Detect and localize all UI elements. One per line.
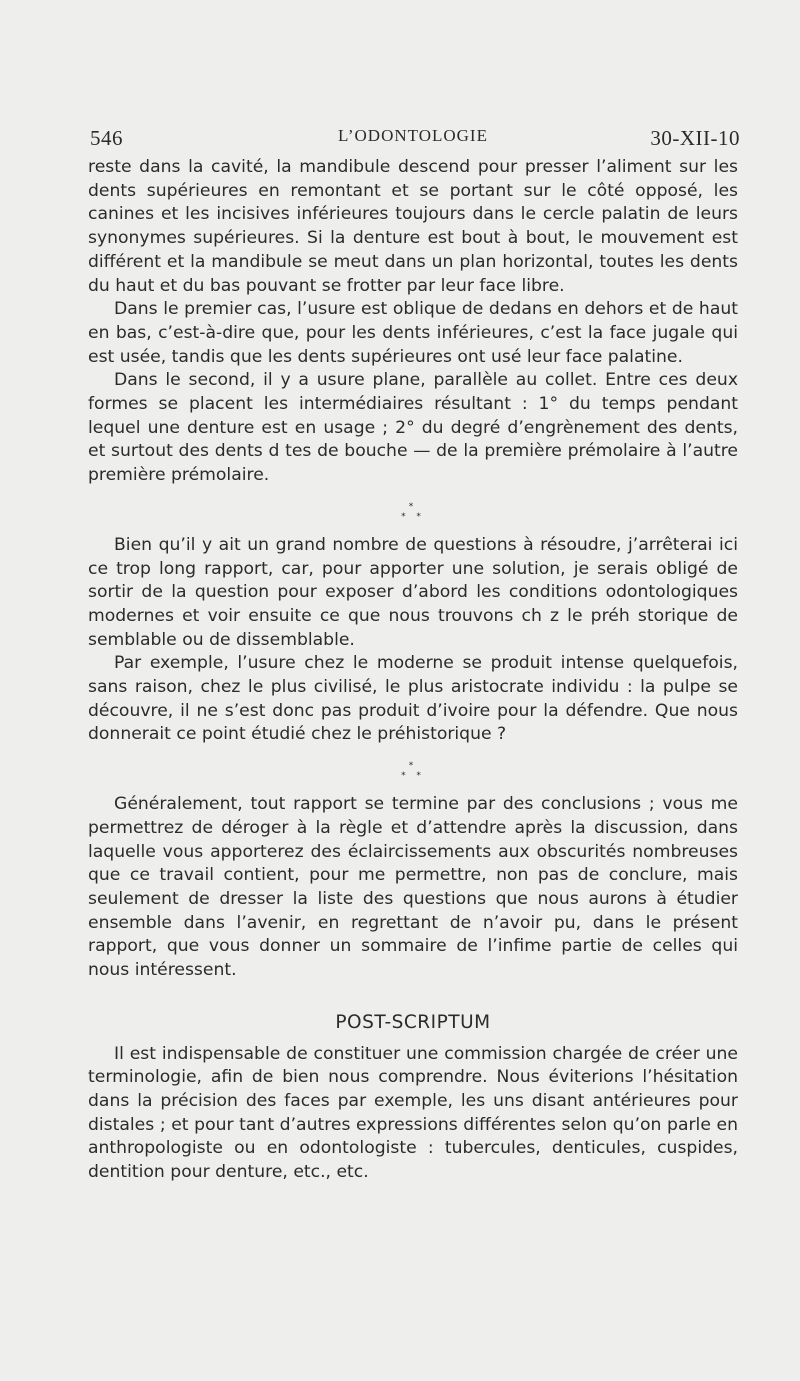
paragraph-3: Dans le second, il y a usure plane, parallèle au collet. Entre ces deux formes se placent les intermédiaires résultant : 1° du temps pendant lequel une denture est en usage ; 2° du degré d’engrènement des dents, et surtout des dents d tes de bouche — de la première prémolaire à l’autre première prémolaire. (88, 370, 738, 486)
journal-title: L’ODONTOLOGIE (338, 126, 488, 145)
separator-star-top: * (408, 501, 418, 512)
issue-date: 30-XII-10 (650, 126, 740, 150)
page-header (88, 126, 738, 148)
paragraph-2: Dans le premier cas, l’usure est oblique de dedans en dehors et de haut en bas, c’est-à-dire que, pour les dents inférieures, c’est la face jugale qui est usée, tandis que les dents supérieures ont usé leur face palatine. (88, 299, 738, 367)
paragraph-6: Généralement, tout rapport se termine par des conclusions ; vous me permettrez de déroger à la règle et d’attendre après la discussion, dans laquelle vous apporterez des éclaircissements aux obscurités nombreuses que ce travail contient, pour me permettre, non pas de conclure, mais seulement de dresser la liste des questions que nous aurons à étudier ensemble dans l’avenir, en regrettant de n’avoir pu, dans le présent rapport, que vous donner un sommaire de l’infime partie de celles qui nous intéressent. (88, 794, 738, 981)
page-body (88, 156, 738, 1185)
page-number: 546 (90, 126, 123, 150)
paragraph-4: Bien qu’il y ait un grand nombre de questions à résoudre, j’arrêterai ici ce trop long rapport, car, pour apporter une solution, je serais obligé de sortir de la question pour exposer d’abord les conditions odontologiques modernes et voir ensuite ce que nous trouvons ch z le préh storique de semblable ou de dissemblable. (88, 534, 738, 650)
section-title: POST-SCRIPTUM (335, 1011, 491, 1033)
separator-star-top: * (408, 761, 418, 772)
separator-stars-bottom: * * (401, 511, 425, 522)
paragraph-1: reste dans la cavité, la mandibule descend pour presser l’aliment sur les dents supérieures en remontant et se portant sur le côté opposé, les canines et les incisives inférieures toujours dans le cercle palatin de leurs synonymes supérieures. Si la denture est bout à bout, le mouvement est différent et la mandibule se meut dans un plan horizontal, toutes les dents du haut et du bas pouvant se frotter par leur face libre. (88, 157, 738, 296)
paragraph-5: Par exemple, l’usure chez le moderne se produit intense quelquefois, sans raison, chez le plus civilisé, le plus aristocrate individu : la pulpe se découvre, il ne s’est donc pas produit d’ivoire pour la défendre. Que nous donnerait ce point étudié chez le préhistorique ? (88, 653, 738, 745)
separator-stars-bottom: * * (401, 771, 425, 782)
section-separator-2 (88, 761, 738, 781)
paragraph-7: Il est indispensable de constituer une commission chargée de créer une terminologie, afin de bien nous comprendre. Nous éviterions l’hésitation dans la précision des faces par exemple, les uns disant antérieures pour distales ; et pour tant d’autres expressions différentes selon qu’on parle en anthropologiste ou en odontologiste : tubercules, denticules, cuspides, dentition pour denture, etc., etc. (88, 1043, 738, 1183)
section-separator-1 (88, 502, 738, 522)
